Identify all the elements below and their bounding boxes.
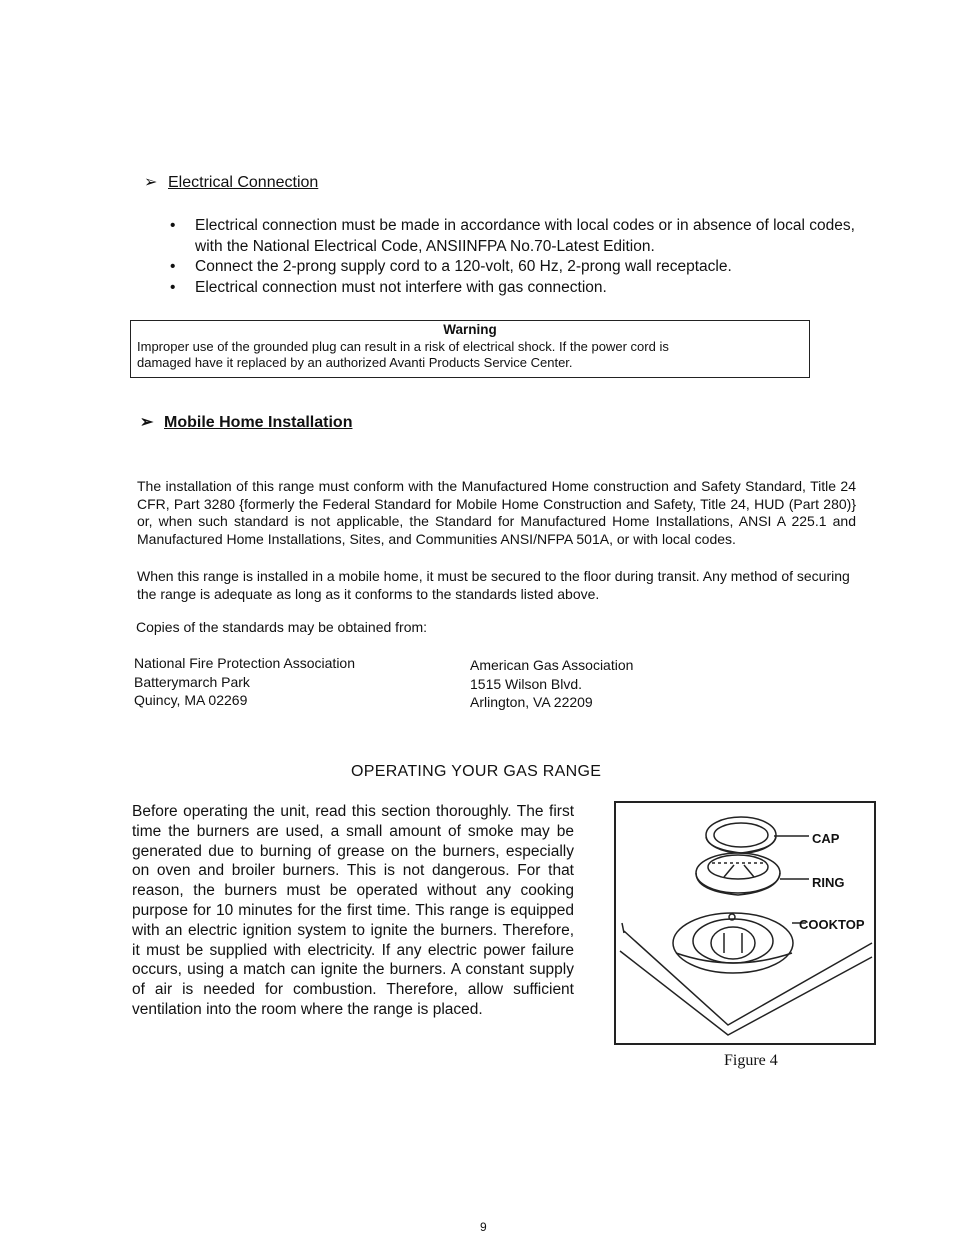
- list-item: [170, 257, 870, 278]
- warning-line-2: damaged have it replaced by an authorized Avanti Products Service Center.: [137, 355, 573, 370]
- list-item-text: Electrical connection must not interfere with gas connection.: [195, 278, 607, 296]
- warning-line-1: Improper use of the grounded plug can result in a risk of electrical shock. If the power cord is: [137, 338, 669, 354]
- page-number: 9: [480, 1220, 487, 1234]
- electrical-heading-text: Electrical Connection: [168, 174, 319, 191]
- mobile-heading: [140, 412, 352, 432]
- figure-caption: Figure 4: [724, 1052, 778, 1069]
- mobile-paragraph-2: When this range is installed in a mobile home, it must be secured to the floor during transit. Any method of securing the range is adequate as long as it conforms to the standards listed above.: [137, 568, 850, 602]
- address-street: 1515 Wilson Blvd.: [470, 675, 583, 692]
- burner-ring-icon: [696, 853, 780, 895]
- list-item: [170, 278, 870, 299]
- bullet-icon: •: [170, 217, 176, 234]
- label-ring: RING: [812, 875, 845, 890]
- warning-title: Warning: [443, 322, 497, 337]
- bullet-icon: •: [170, 258, 176, 275]
- warning-box: [130, 320, 810, 378]
- operating-title: OPERATING YOUR GAS RANGE: [351, 763, 602, 780]
- address-city: Quincy, MA 02269: [134, 692, 248, 708]
- label-cap: CAP: [812, 831, 840, 846]
- address-street: Batterymarch Park: [134, 673, 250, 690]
- address-name: American Gas Association: [470, 657, 634, 673]
- operating-text: Before operating the unit, read this section thoroughly. The first time the burners are used, a small amount of smoke may be generated due to burning of grease on the burners, especially on oven and broiler burners. This is not dangerous. For that reason, the burners must be operated without any cooking purpose for 10 minutes for the first time. This range is equipped with an electric ignition system to ignite the burners. Therefore, it must be supplied with electricity. If any electric power failure occurs, using a match can ignite the burners. A constant supply of air is needed for combustion. Therefore, allow sufficient ventilation into the room where the range is placed.: [132, 803, 574, 1018]
- list-item: [170, 216, 870, 257]
- copies-text: Copies of the standards may be obtained from:: [136, 619, 428, 635]
- mobile-heading-text: Mobile Home Installation: [164, 414, 353, 431]
- address-block-aga: [470, 656, 633, 712]
- label-cooktop: COOKTOP: [799, 917, 865, 932]
- electrical-heading: [144, 172, 318, 192]
- address-city: Arlington, VA 22209: [470, 694, 593, 710]
- bullet-icon: •: [170, 278, 176, 296]
- electrical-bullet-list: [170, 216, 870, 298]
- arrowhead-icon: ➢: [144, 174, 158, 191]
- address-block-nfpa: [134, 654, 355, 710]
- figure-4-box: [614, 801, 876, 1045]
- list-item-text: Electrical connection must be made in accordance with local codes or in absence of local codes, with the National Electrical Code, ANSIINFPA No.70-Latest Edition.: [195, 217, 855, 255]
- list-item-text: Connect the 2-prong supply cord to a 120-volt, 60 Hz, 2-prong wall receptacle.: [195, 258, 732, 275]
- address-name: National Fire Protection Association: [134, 655, 355, 671]
- burner-cap-icon: [706, 817, 776, 853]
- mobile-paragraph-1: The installation of this range must conform with the Manufactured Home construction and Safety Standard, Title 24 CFR, Part 3280 {formerly the Federal Standard for Mobile Home Construction and Safety, Title 24, HUD (Part 280)} or, when such standard is not applicable, the Standard for Manufactured Home Installations, ANSI A 225.1 and Manufactured Home Installations, Sites, and Communities ANSI/NFPA 501A, or with local codes.: [137, 478, 856, 547]
- arrowhead-icon: ➢: [140, 414, 154, 431]
